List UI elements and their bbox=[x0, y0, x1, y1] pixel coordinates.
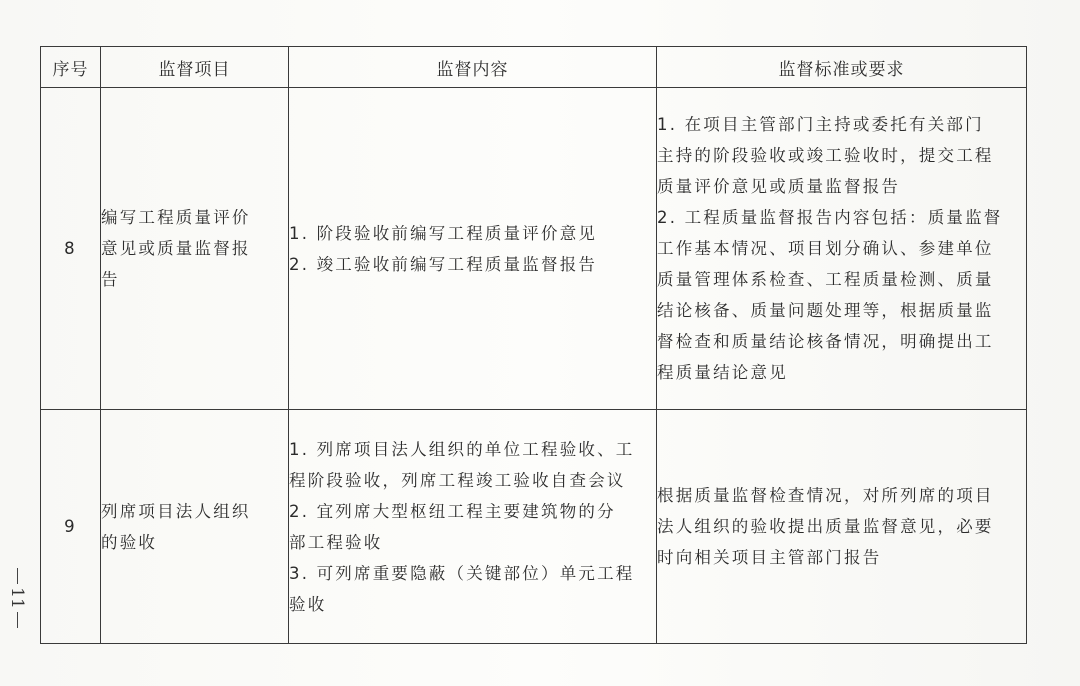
cell-line: 3. 可列席重要隐蔽（关键部位）单元工程 bbox=[289, 563, 635, 583]
table-row bbox=[41, 410, 1027, 644]
cell-line: 列席项目法人组织 bbox=[101, 501, 251, 521]
cell-line: 程阶段验收，列席工程竣工验收自查会议 bbox=[289, 470, 626, 490]
cell-line: 质量管理体系检查、工程质量检测、质量 bbox=[657, 270, 994, 289]
cell-line: 编写工程质量评价 bbox=[101, 208, 251, 227]
page-number bbox=[6, 566, 28, 630]
header-content: 监督内容 bbox=[289, 47, 657, 88]
cell-line: 法人组织的验收提出质量监督意见，必要 bbox=[657, 517, 994, 536]
row-item bbox=[101, 410, 289, 644]
cell-line: 1. 阶段验收前编写工程质量评价意见 bbox=[289, 223, 598, 243]
cell-line: 督检查和质量结论核备情况，明确提出工 bbox=[657, 332, 994, 351]
cell-line: 验收 bbox=[289, 594, 327, 614]
header-seq: 序号 bbox=[41, 47, 101, 88]
cell-line: 工作基本情况、项目划分确认、参建单位 bbox=[657, 239, 994, 258]
page-number-text: 11 bbox=[7, 587, 27, 609]
header-item: 监督项目 bbox=[101, 47, 289, 88]
cell-line: 程质量结论意见 bbox=[657, 363, 788, 382]
row-item bbox=[101, 88, 289, 410]
row-standard bbox=[657, 88, 1027, 410]
page-number-dash-top bbox=[17, 568, 18, 584]
cell-line: 主持的阶段验收或竣工验收时，提交工程 bbox=[657, 146, 994, 165]
cell-line: 结论核备、质量问题处理等，根据质量监 bbox=[657, 301, 994, 320]
cell-line: 意见或质量监督报 bbox=[101, 239, 251, 258]
cell-line: 根据质量监督检查情况，对所列席的项目 bbox=[657, 486, 994, 505]
row-content bbox=[289, 410, 657, 644]
cell-line: 的验收 bbox=[101, 532, 158, 552]
cell-line: 2. 宜列席大型枢纽工程主要建筑物的分 bbox=[289, 501, 616, 521]
supervision-table bbox=[40, 46, 1027, 644]
cell-line: 时向相关项目主管部门报告 bbox=[657, 548, 882, 567]
row-seq: 9 bbox=[41, 410, 101, 644]
header-standard: 监督标准或要求 bbox=[657, 47, 1027, 88]
cell-line: 2. 工程质量监督报告内容包括：质量监督 bbox=[657, 208, 1003, 227]
table-row bbox=[41, 88, 1027, 410]
cell-line: 2. 竣工验收前编写工程质量监督报告 bbox=[289, 254, 598, 274]
page-number-dash-bottom bbox=[17, 612, 18, 628]
cell-line: 1. 在项目主管部门主持或委托有关部门 bbox=[657, 115, 984, 134]
cell-line: 部工程验收 bbox=[289, 532, 383, 552]
table-header-row bbox=[41, 47, 1027, 88]
row-content bbox=[289, 88, 657, 410]
row-standard bbox=[657, 410, 1027, 644]
cell-line: 告 bbox=[101, 270, 120, 289]
row-seq: 8 bbox=[41, 88, 101, 410]
cell-line: 质量评价意见或质量监督报告 bbox=[657, 177, 901, 196]
cell-line: 1. 列席项目法人组织的单位工程验收、工 bbox=[289, 439, 635, 459]
